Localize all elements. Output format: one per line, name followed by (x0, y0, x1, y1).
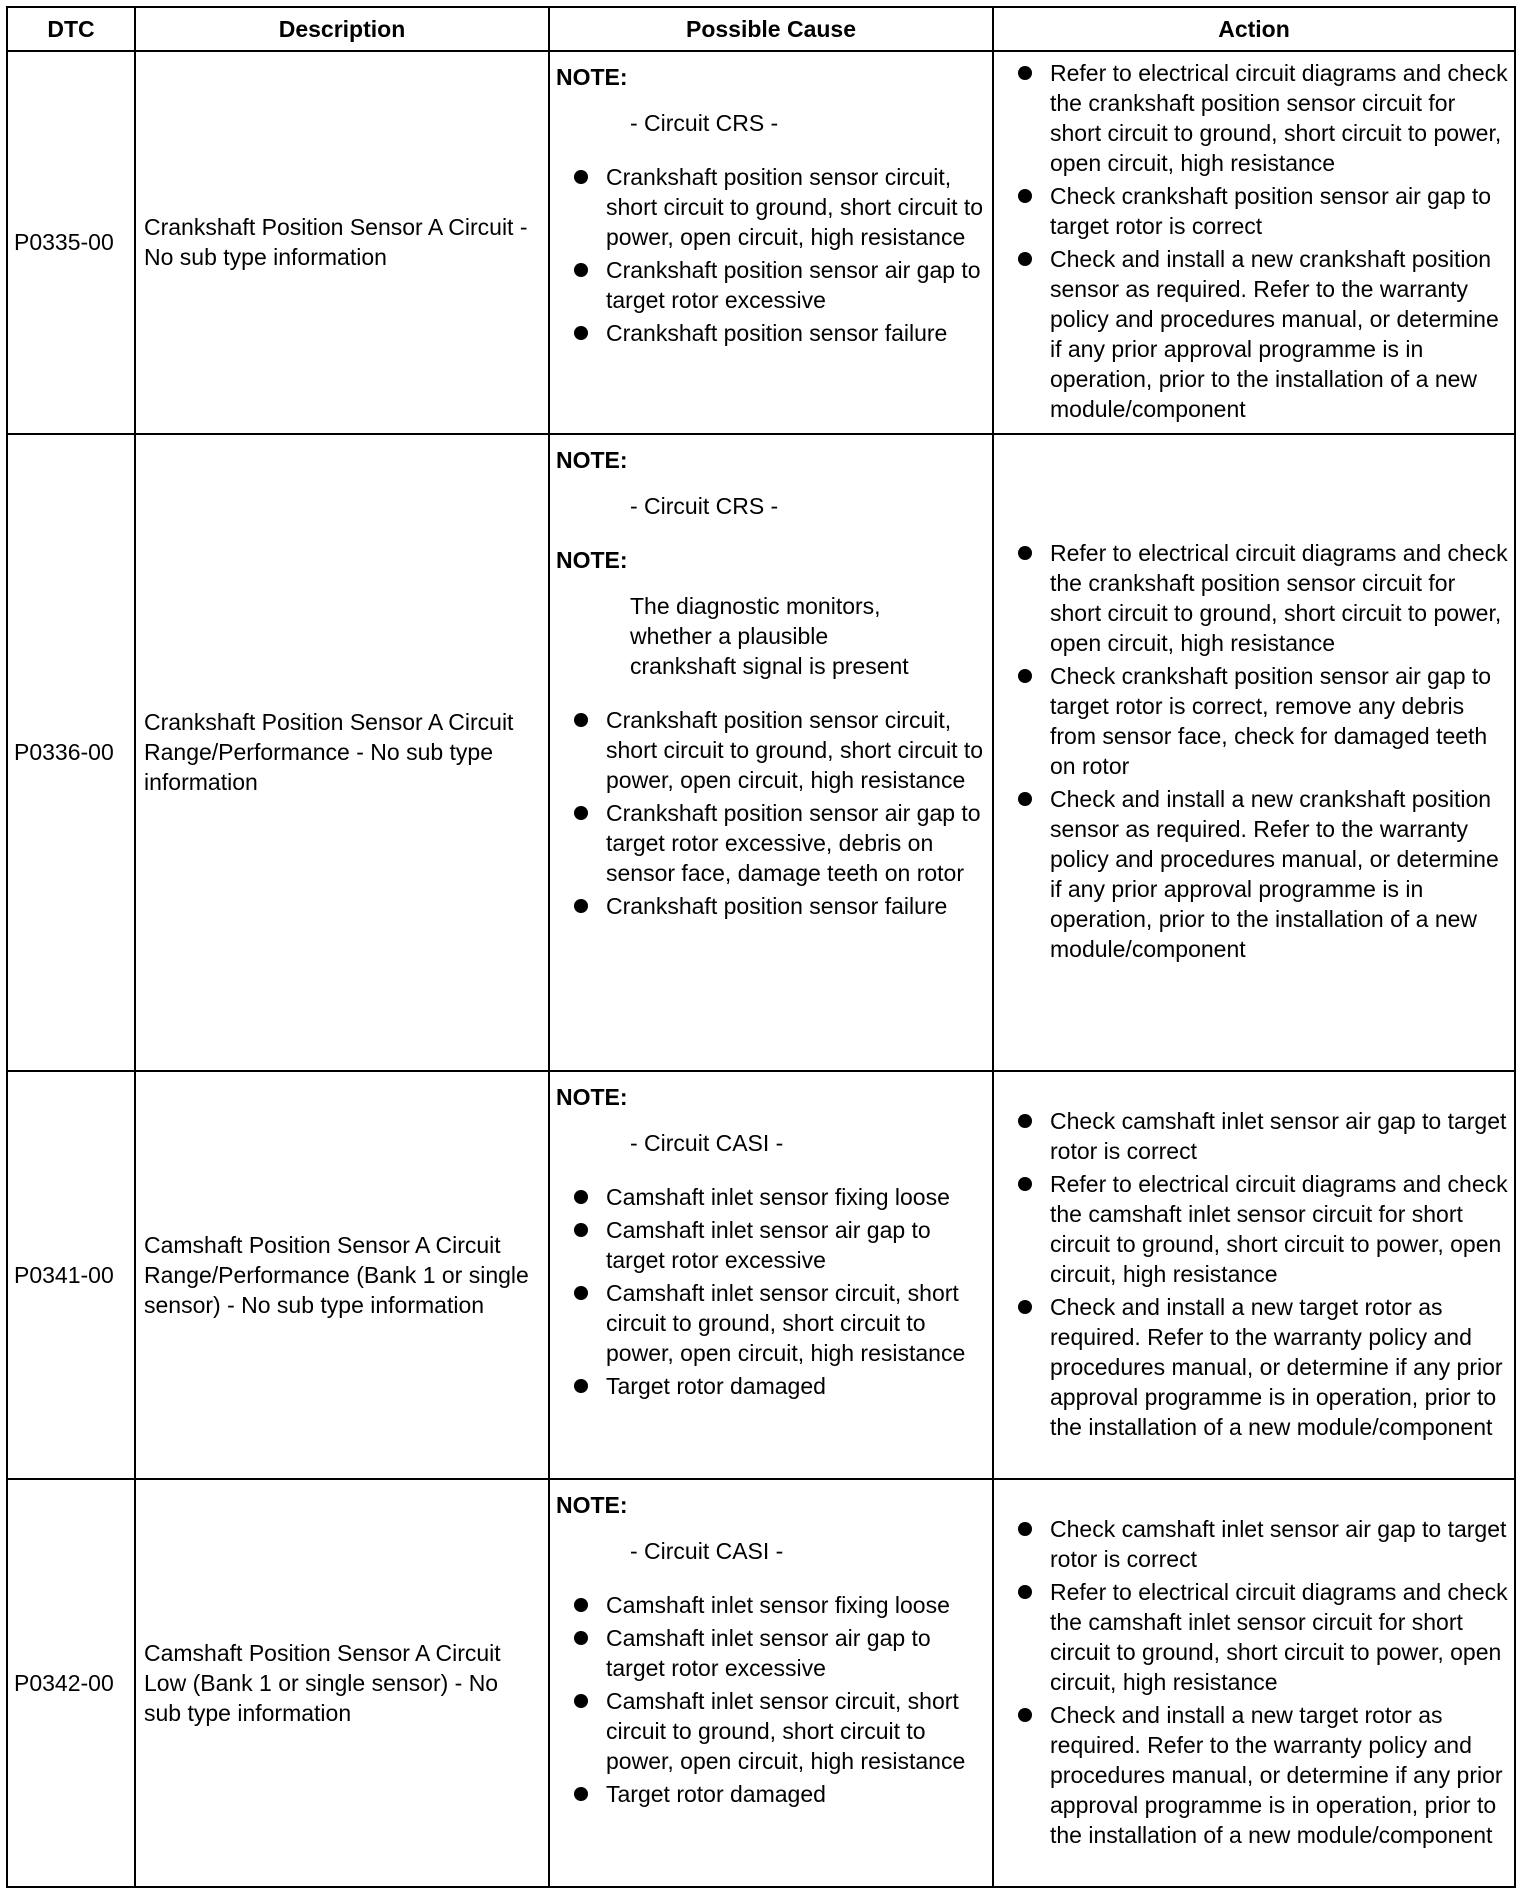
bullet-icon (574, 1286, 588, 1300)
cause-text: Camshaft inlet sensor fixing loose (606, 1592, 950, 1619)
possible-cause-cell (549, 51, 993, 434)
note-label: NOTE: (556, 1492, 628, 1519)
action-text: Check crankshaft position sensor air gap to target rotor is correct, remove any debris from sensor face, check for damaged teeth on rotor (1050, 662, 1492, 779)
bullet-icon (1018, 1522, 1032, 1536)
table-row (7, 51, 1515, 434)
table-header-row (7, 7, 1515, 51)
action-item (1018, 1106, 1508, 1166)
cause-item (574, 318, 986, 348)
action-item (1018, 784, 1508, 964)
action-cell (993, 1071, 1515, 1479)
bullet-icon (574, 1379, 588, 1393)
cause-item (574, 891, 986, 921)
bullet-icon (1018, 1300, 1032, 1314)
cause-text: Camshaft inlet sensor circuit, short circuit to ground, short circuit to power, open circuit, high resistance (606, 1688, 966, 1775)
action-item (1018, 58, 1508, 178)
cause-text: Camshaft inlet sensor air gap to target rotor excessive (606, 1625, 931, 1682)
bullet-icon (1018, 792, 1032, 806)
bullet-icon (574, 326, 588, 340)
bullet-icon (574, 713, 588, 727)
dtc-table (6, 6, 1516, 1888)
note-label: NOTE: (556, 64, 628, 90)
note-label: NOTE: (556, 546, 628, 573)
action-text: Check crankshaft position sensor air gap to target rotor is correct (1050, 182, 1492, 239)
dtc-description: Crankshaft Position Sensor A Circuit Range/Performance - No sub type information (135, 434, 549, 1072)
note-text: The diagnostic monitors, whether a plausible crankshaft signal is present (630, 592, 909, 679)
cause-item (574, 1623, 986, 1683)
cause-text: Camshaft inlet sensor air gap to target rotor excessive (606, 1217, 931, 1274)
note-text: - Circuit CRS - (630, 492, 779, 519)
cause-text: Target rotor damaged (606, 1373, 826, 1400)
action-item (1018, 1292, 1508, 1442)
action-list (1018, 538, 1508, 964)
bullet-icon (1018, 669, 1032, 683)
cause-text: Crankshaft position sensor circuit, short circuit to ground, short circuit to power, open circuit, high resistance (606, 706, 984, 793)
cause-text: Camshaft inlet sensor circuit, short circuit to ground, short circuit to power, open circuit, high resistance (606, 1280, 966, 1367)
action-text: Check and install a new crankshaft position sensor as required. Refer to the warranty policy and procedures manual, or determine if any prior approval programme is in operation, prior to the installation of a new module/component (1050, 245, 1499, 422)
bullet-icon (574, 1694, 588, 1708)
bullet-icon (574, 806, 588, 820)
note-text: - Circuit CASI - (630, 1538, 784, 1565)
cause-item (574, 1779, 986, 1809)
cause-text: Crankshaft position sensor failure (606, 320, 948, 346)
header-dtc: DTC (7, 7, 135, 51)
action-item (1018, 244, 1508, 424)
cause-text: Crankshaft position sensor air gap to target rotor excessive (606, 257, 981, 313)
bullet-icon (574, 1223, 588, 1237)
cause-item (574, 1590, 986, 1620)
bullet-icon (1018, 1114, 1032, 1128)
bullet-icon (1018, 66, 1032, 80)
action-cell (993, 1479, 1515, 1887)
cause-item (574, 162, 986, 252)
action-list (1018, 58, 1508, 424)
bullet-icon (1018, 252, 1032, 266)
bullet-icon (574, 263, 588, 277)
cause-item (574, 798, 986, 888)
cause-item (574, 1371, 986, 1401)
cause-text: Camshaft inlet sensor fixing loose (606, 1184, 950, 1211)
action-text: Refer to electrical circuit diagrams and check the camshaft inlet sensor circuit for short circuit to ground, short circuit to power, open circuit, high resistance (1050, 1578, 1508, 1695)
action-text: Check and install a new target rotor as required. Refer to the warranty policy and procedures manual, or determine if any prior approval programme is in operation, prior to the installation of a new module/component (1050, 1293, 1503, 1440)
bullet-icon (574, 1787, 588, 1801)
cause-list (574, 162, 986, 348)
table-row (7, 434, 1515, 1072)
possible-cause-cell (549, 434, 993, 1072)
note-label: NOTE: (556, 446, 628, 473)
table-row (7, 1071, 1515, 1479)
note-text: - Circuit CRS - (630, 110, 779, 136)
action-text: Refer to electrical circuit diagrams and check the crankshaft position sensor circuit for short circuit to ground, short circuit to power, open circuit, high resistance (1050, 59, 1508, 176)
dtc-code: P0341-00 (7, 1071, 135, 1479)
action-item (1018, 181, 1508, 241)
header-possible-cause: Possible Cause (549, 7, 993, 51)
bullet-icon (1018, 1708, 1032, 1722)
possible-cause-cell (549, 1071, 993, 1479)
dtc-description: Camshaft Position Sensor A Circuit Low (Bank 1 or single sensor) - No sub type information (135, 1479, 549, 1887)
cause-list (574, 1590, 986, 1809)
bullet-icon (1018, 1177, 1032, 1191)
cause-item (574, 1215, 986, 1275)
action-text: Check and install a new crankshaft position sensor as required. Refer to the warranty policy and procedures manual, or determine if any prior approval programme is in operation, prior to the installation of a new module/component (1050, 785, 1499, 962)
header-action: Action (993, 7, 1515, 51)
note-text: - Circuit CASI - (630, 1130, 784, 1157)
dtc-description: Camshaft Position Sensor A Circuit Range/Performance (Bank 1 or single sensor) - No sub type information (135, 1071, 549, 1479)
dtc-code: P0336-00 (7, 434, 135, 1072)
action-item (1018, 661, 1508, 781)
action-list (1018, 1514, 1508, 1850)
action-text: Check camshaft inlet sensor air gap to target rotor is correct (1050, 1515, 1507, 1572)
action-text: Check camshaft inlet sensor air gap to target rotor is correct (1050, 1107, 1507, 1164)
bullet-icon (1018, 546, 1032, 560)
action-list (1018, 1106, 1508, 1442)
cause-text: Crankshaft position sensor failure (606, 892, 948, 919)
bullet-icon (574, 1598, 588, 1612)
cause-text: Target rotor damaged (606, 1781, 826, 1808)
cause-item (574, 1278, 986, 1368)
bullet-icon (574, 1190, 588, 1204)
header-description: Description (135, 7, 549, 51)
cause-text: Crankshaft position sensor circuit, short circuit to ground, short circuit to power, open circuit, high resistance (606, 164, 984, 250)
table-row (7, 1479, 1515, 1887)
dtc-description: Crankshaft Position Sensor A Circuit - No sub type information (135, 51, 549, 434)
cause-item (574, 255, 986, 315)
cause-item (574, 1182, 986, 1212)
action-text: Refer to electrical circuit diagrams and check the crankshaft position sensor circuit for short circuit to ground, short circuit to power, open circuit, high resistance (1050, 539, 1508, 656)
action-item (1018, 1577, 1508, 1697)
cause-item (574, 1686, 986, 1776)
dtc-code: P0342-00 (7, 1479, 135, 1887)
action-item (1018, 538, 1508, 658)
action-cell (993, 434, 1515, 1072)
action-item (1018, 1514, 1508, 1574)
note-label: NOTE: (556, 1084, 628, 1111)
cause-list (574, 705, 986, 921)
action-text: Refer to electrical circuit diagrams and check the camshaft inlet sensor circuit for short circuit to ground, short circuit to power, open circuit, high resistance (1050, 1170, 1508, 1287)
action-item (1018, 1700, 1508, 1850)
cause-item (574, 705, 986, 795)
possible-cause-cell (549, 1479, 993, 1887)
cause-list (574, 1182, 986, 1401)
cause-text: Crankshaft position sensor air gap to target rotor excessive, debris on sensor face, damage teeth on rotor (606, 799, 981, 886)
bullet-icon (1018, 189, 1032, 203)
action-cell (993, 51, 1515, 434)
bullet-icon (1018, 1585, 1032, 1599)
bullet-icon (574, 1631, 588, 1645)
action-item (1018, 1169, 1508, 1289)
bullet-icon (574, 899, 588, 913)
bullet-icon (574, 170, 588, 184)
dtc-code: P0335-00 (7, 51, 135, 434)
action-text: Check and install a new target rotor as required. Refer to the warranty policy and procedures manual, or determine if any prior approval programme is in operation, prior to the installation of a new module/component (1050, 1701, 1503, 1848)
